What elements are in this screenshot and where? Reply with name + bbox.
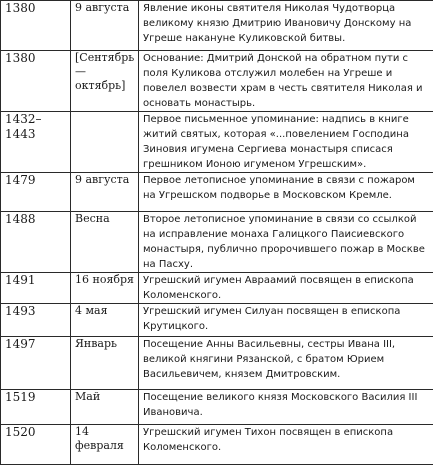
event-text: Основание: Дмитрий Донской на обратном пути с поля Куликова отслужил молебен на Угреше и повелел возвести храм в честь святителя Николая и основать монастырь. (143, 51, 430, 111)
date-cell (71, 337, 139, 390)
date-cell (71, 425, 139, 465)
year-text: 1497 (5, 337, 67, 352)
year-cell (1, 304, 71, 337)
event-cell (139, 51, 433, 112)
date-cell (71, 212, 139, 273)
year-text: 1493 (5, 304, 67, 319)
year-cell (1, 1, 71, 51)
event-cell (139, 390, 433, 425)
year-cell (1, 273, 71, 304)
year-cell (1, 212, 71, 273)
date-text: [Сентябрь—октябрь] (75, 51, 135, 93)
event-text: Посещение великого князя Московского Василия III Ивановича. (143, 390, 430, 420)
date-text: 9 августа (75, 173, 135, 187)
event-text: Угрешский игумен Авраамий посвящен в епископа Коломенского. (143, 273, 430, 303)
table-row (1, 273, 433, 304)
event-cell (139, 112, 433, 173)
event-text: Явление иконы святителя Николая Чудотворца великому князю Дмитрию Ивановичу Донскому на Угреше накануне Куликовской битвы. (143, 1, 430, 46)
year-text: 1519 (5, 390, 67, 405)
table-row (1, 304, 433, 337)
event-text: Угрешский игумен Тихон посвящен в епископа Коломенского. (143, 425, 430, 455)
date-cell (71, 1, 139, 51)
year-text: 1380 (5, 1, 67, 16)
table-row (1, 112, 433, 173)
year-cell (1, 337, 71, 390)
table-row (1, 337, 433, 390)
event-cell (139, 1, 433, 51)
year-cell (1, 51, 71, 112)
event-cell (139, 212, 433, 273)
year-text: 1491 (5, 273, 67, 288)
date-text: Май (75, 390, 135, 404)
table-row (1, 173, 433, 212)
event-cell (139, 425, 433, 465)
date-cell (71, 390, 139, 425)
event-text: Угрешский игумен Силуан посвящен в епископа Крутицкого. (143, 304, 430, 334)
date-cell (71, 273, 139, 304)
year-cell (1, 390, 71, 425)
date-cell (71, 51, 139, 112)
year-text: 1479 (5, 173, 67, 188)
event-text: Первое летописное упоминание в связи с пожаром на Угрешском подворье в Московском Кремле. (143, 173, 430, 203)
table-row (1, 51, 433, 112)
event-cell (139, 173, 433, 212)
event-text: Первое письменное упоминание: надпись в книге житий святых, которая «...повелением Господина Зиновия игумена Сергиева монастыря списася грешником Ионою игуменом Угрешским». (143, 112, 430, 172)
year-cell (1, 112, 71, 173)
year-cell (1, 173, 71, 212)
table-row (1, 1, 433, 51)
date-text: 9 августа (75, 1, 135, 15)
table-row (1, 425, 433, 465)
date-cell (71, 173, 139, 212)
event-cell (139, 273, 433, 304)
date-cell (71, 112, 139, 173)
event-text: Второе летописное упоминание в связи со ссылкой на исправление монаха Галицкого Паисиевского монастыря, публично пророчившего пожар в Москве на Пасху. (143, 212, 430, 272)
year-text: 1488 (5, 212, 67, 227)
date-cell (71, 304, 139, 337)
event-text: Посещение Анны Васильевны, сестры Ивана III, великой княгини Рязанской, с братом Юрием Васильевичем, князем Дмитровским. (143, 337, 430, 382)
date-text: Весна (75, 212, 135, 226)
year-text: 1520 (5, 425, 67, 440)
year-text: 1432–1443 (5, 112, 67, 142)
year-text: 1380 (5, 51, 67, 66)
date-text: 14 февраля (75, 425, 135, 453)
table-row (1, 390, 433, 425)
event-cell (139, 304, 433, 337)
date-text: 16 ноября (75, 273, 135, 287)
year-cell (1, 425, 71, 465)
date-text: Январь (75, 337, 135, 351)
date-text: 4 мая (75, 304, 135, 318)
table-row (1, 212, 433, 273)
event-cell (139, 337, 433, 390)
